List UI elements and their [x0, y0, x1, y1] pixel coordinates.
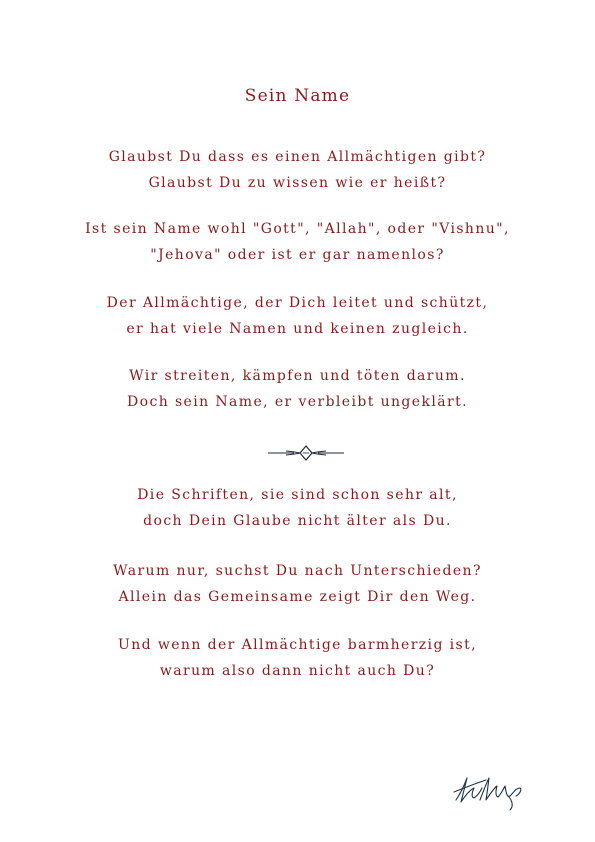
stanza-line: warum also dann nicht auch Du? — [159, 663, 436, 679]
stanza-line: Allein das Gemeinsame zeigt Dir den Weg. — [118, 589, 477, 605]
stanza-7 — [0, 632, 595, 684]
poem-title: Sein Name — [244, 86, 351, 106]
stanza-line: Glaubst Du dass es einen Allmächtigen gibt? — [108, 149, 487, 165]
stanza-line: Warum nur, suchst Du nach Unterschieden? — [113, 563, 482, 579]
stanza-line: er hat viele Namen und keinen zugleich. — [126, 321, 469, 337]
stanza-line: Doch sein Name, er verbleibt ungeklärt. — [127, 394, 468, 410]
stanza-line: "Jehova" oder ist er gar namenlos? — [150, 247, 445, 263]
stanza-line: Wir streiten, kämpfen und töten darum. — [129, 368, 466, 384]
stanza-line: Glaubst Du zu wissen wie er heißt? — [148, 175, 447, 191]
stanza-2 — [0, 216, 595, 268]
stanza-1 — [0, 144, 595, 196]
stanza-line: doch Dein Glaube nicht älter als Du. — [143, 513, 452, 529]
stanza-5 — [0, 482, 595, 534]
stanza-3 — [0, 290, 595, 342]
stanza-4 — [0, 363, 595, 415]
stanza-6 — [0, 558, 595, 610]
stanza-line: Der Allmächtige, der Dich leitet und schützt, — [106, 295, 489, 311]
diamond-divider-icon — [268, 443, 344, 463]
signature-image — [450, 770, 530, 812]
stanza-line: Und wenn der Allmächtige barmherzig ist, — [118, 637, 477, 653]
stanza-line: Ist sein Name wohl "Gott", "Allah", oder "Vishnu", — [85, 221, 510, 237]
stanza-line: Die Schriften, sie sind schon sehr alt, — [137, 487, 458, 503]
